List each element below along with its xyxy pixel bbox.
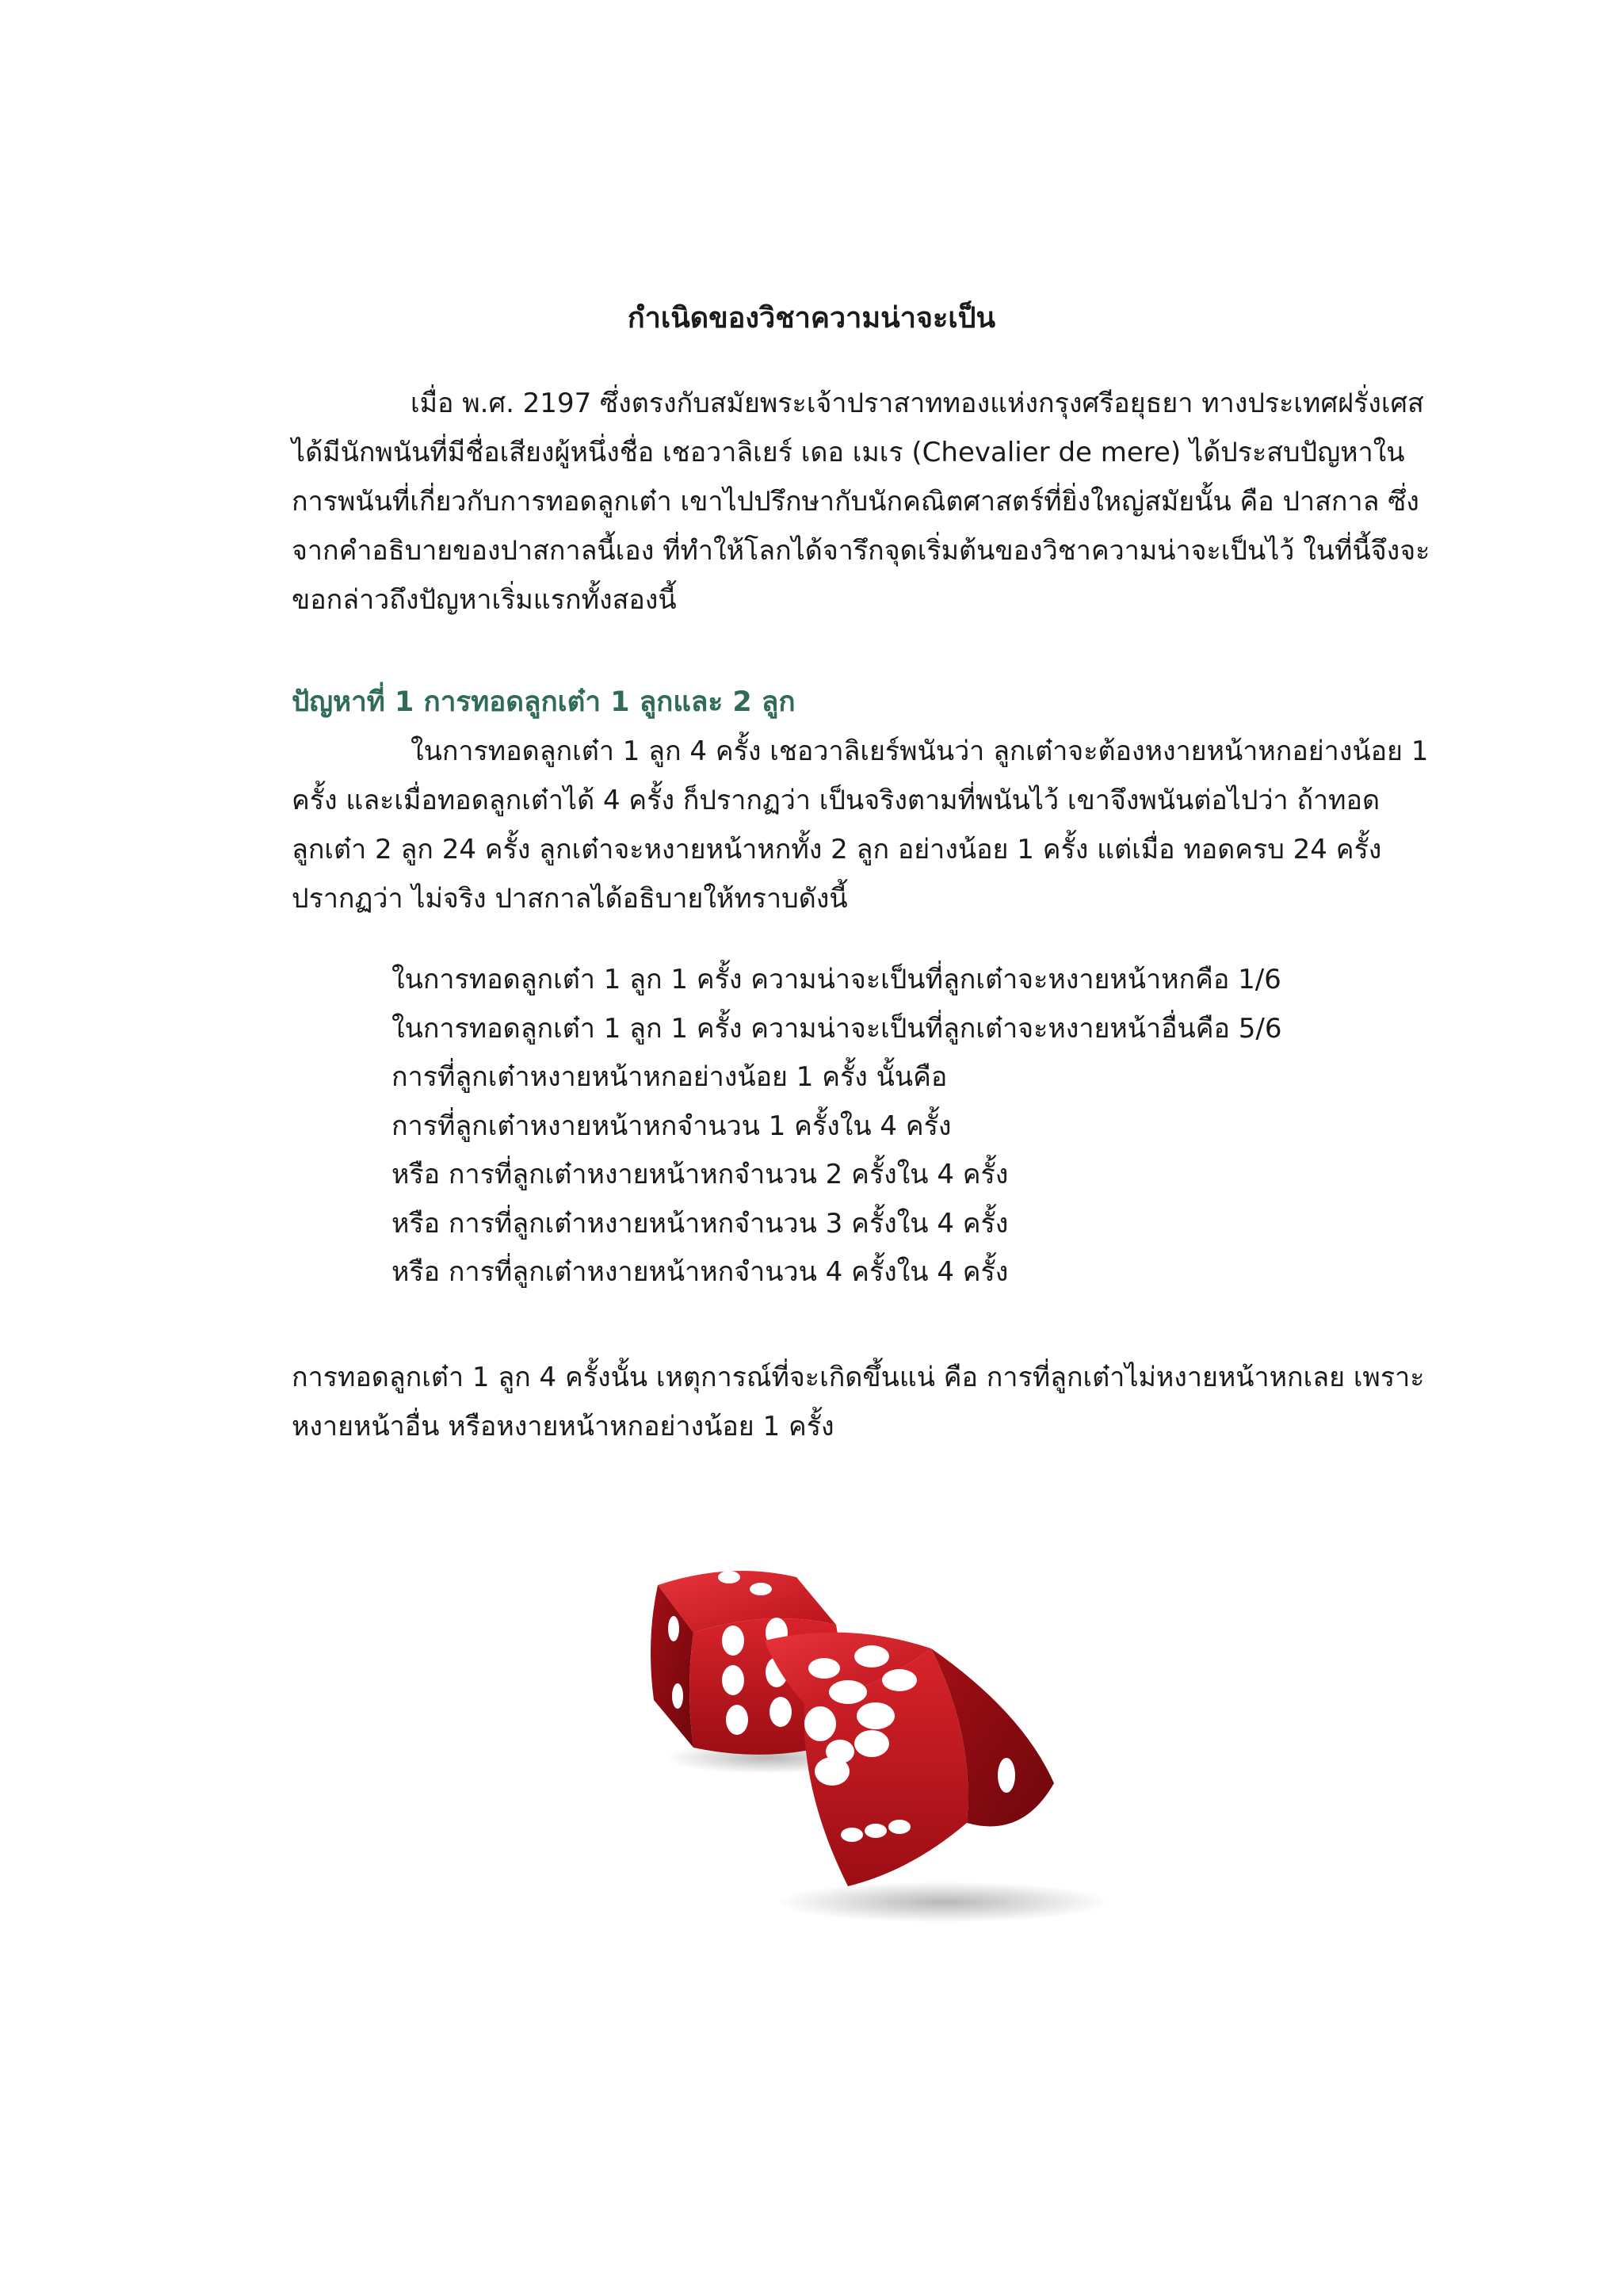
- problem-line: ในการทอดลูกเต๋า 1 ลูก 4 ครั้ง เชอวาลิเยร์พนันว่า ลูกเต๋าจะต้องหงายหน้าหกอย่างน้อย 1: [411, 735, 1429, 767]
- section-heading: ปัญหาที่ 1 การทอดลูกเต๋า 1 ลูกและ 2 ลูก: [292, 686, 796, 718]
- calculation-list: [391, 956, 1281, 1297]
- page-title: กำเนิดของวิชาความน่าจะเป็น: [627, 302, 996, 334]
- problem-line: ครั้ง และเมื่อทอดลูกเต๋าได้ 4 ครั้ง ก็ปรากฏว่า เป็นจริงตามที่พนันไว้ เขาจึงพนันต่อไปว่า ถ้าทอด: [292, 785, 1381, 816]
- calculation-line: หรือ การที่ลูกเต๋าหงายหน้าหกจำนวน 2 ครั้งใน 4 ครั้ง: [391, 1159, 1009, 1190]
- calculation-line: หรือ การที่ลูกเต๋าหงายหน้าหกจำนวน 4 ครั้งใน 4 ครั้ง: [391, 1256, 1009, 1288]
- intro-line: เมื่อ พ.ศ. 2197 ซึ่งตรงกับสมัยพระเจ้าปราสาททองแห่งกรุงศรีอยุธยา ทางประเทศฝรั่งเศส: [411, 388, 1424, 419]
- intro-line: ได้มีนักพนันที่มีชื่อเสียงผู้หนึ่งชื่อ เชอวาลิเยร์ เดอ เมเร (Chevalier de mere) ได้ประสบปัญหาใน: [292, 437, 1405, 468]
- intro-line: ขอกล่าวถึงปัญหาเริ่มแรกทั้งสองนี้: [292, 584, 677, 616]
- conclusion-paragraph: [292, 1353, 1433, 1451]
- intro-paragraph: [292, 379, 1433, 625]
- intro-line: จากคำอธิบายของปาสกาลนี้เอง ที่ทำให้โลกได้จารึกจุดเริ่มต้นของวิชาความน่าจะเป็นไว้ ในที่นี้จึงจะ: [292, 535, 1430, 567]
- intro-line: การพนันที่เกี่ยวกับการทอดลูกเต๋า เขาไปปรึกษากับนักคณิตศาสตร์ที่ยิ่งใหญ่สมัยนั้น คือ ปาสกาล ซึ่ง: [292, 486, 1419, 518]
- calculation-line: การที่ลูกเต๋าหงายหน้าหกอย่างน้อย 1 ครั้ง นั้นคือ: [391, 1061, 948, 1093]
- calculation-line: หรือ การที่ลูกเต๋าหงายหน้าหกจำนวน 3 ครั้งใน 4 ครั้ง: [391, 1207, 1009, 1240]
- problem-paragraph: [292, 727, 1433, 923]
- conclusion-line: การทอดลูกเต๋า 1 ลูก 4 ครั้งนั้น เหตุการณ์ที่จะเกิดขึ้นแน่ คือ การที่ลูกเต๋าไม่หงายหน้าหกเลย เพราะ: [292, 1362, 1425, 1393]
- calculation-line: การที่ลูกเต๋าหงายหน้าหกจำนวน 1 ครั้งใน 4 ครั้ง: [391, 1110, 952, 1142]
- calculation-line: ในการทอดลูกเต๋า 1 ลูก 1 ครั้ง ความน่าจะเป็นที่ลูกเต๋าจะหงายหน้าหกคือ 1/6: [391, 964, 1281, 995]
- calculation-line: ในการทอดลูกเต๋า 1 ลูก 1 ครั้ง ความน่าจะเป็นที่ลูกเต๋าจะหงายหน้าอื่นคือ 5/6: [391, 1012, 1282, 1045]
- dice-shadow: [777, 1881, 1109, 1923]
- problem-line: ปรากฏว่า ไม่จริง ปาสกาลได้อธิบายให้ทราบดังนี้: [292, 883, 848, 915]
- conclusion-line: หงายหน้าอื่น หรือหงายหน้าหกอย่างน้อย 1 ครั้ง: [292, 1411, 834, 1442]
- problem-line: ลูกเต๋า 2 ลูก 24 ครั้ง ลูกเต๋าจะหงายหน้าหกทั้ง 2 ลูก อย่างน้อย 1 ครั้ง แต่เมื่อ ทอดครบ 24 ครั้ง: [292, 834, 1382, 865]
- front-die: [765, 1633, 1054, 1886]
- red-dice-pair-icon: [610, 1553, 1117, 1926]
